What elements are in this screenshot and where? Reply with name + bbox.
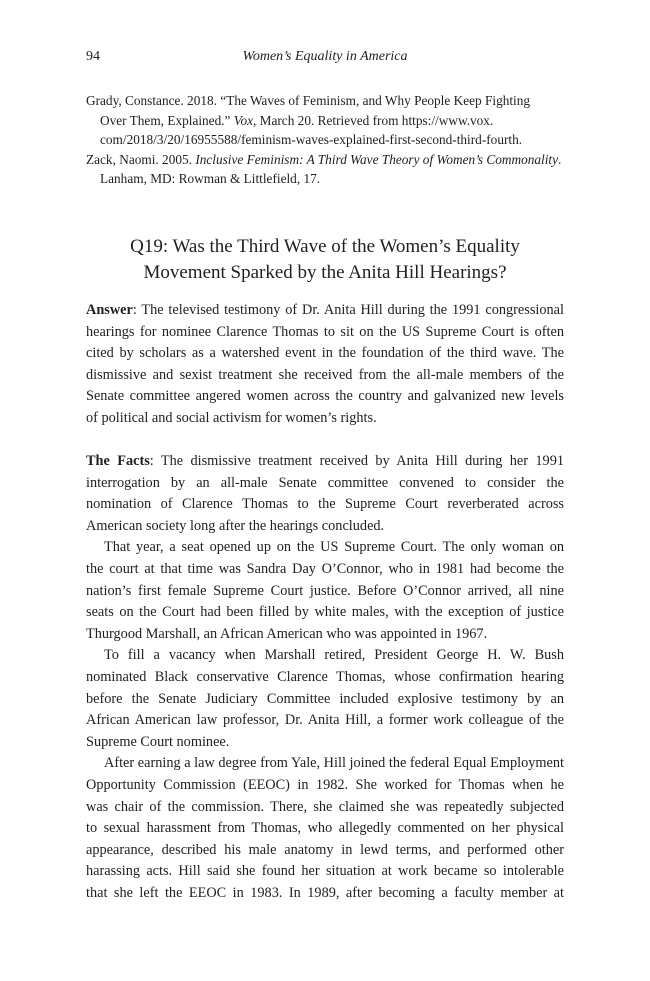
label-separator: :	[132, 302, 142, 318]
reference-grady-line-3: com/2018/3/20/16955588/feminism-waves-explained-first-second-third-fourth.	[100, 132, 523, 147]
paragraph-line: Supreme Court nominee.	[86, 733, 230, 750]
answer-line: Senate committee angered women across the country and galvanized new levels	[86, 388, 564, 405]
facts-line: nomination of Clarence Thomas to the Supreme Court reverberated across	[86, 496, 564, 513]
paragraph-line: Opportunity Commission (EEOC) in 1982. She worked for Thomas when he	[86, 776, 564, 793]
paragraph-line: To fill a vacancy when Marshall retired, President George H. W. Bush	[104, 647, 564, 664]
paragraph-line: seats on the Court had been filled by white males, with the exception of justice	[86, 604, 564, 621]
facts-label: The Facts	[86, 453, 150, 469]
paragraph-line: After earning a law degree from Yale, Hill joined the federal Equal Employment	[104, 755, 564, 772]
answer-line: of political and social activism for women’s rights.	[86, 409, 377, 426]
paragraph-line: the court at that time was Sandra Day O’Connor, who in 1981 had become the	[86, 560, 564, 577]
paragraph-line: That year, a seat opened up on the US Supreme Court. The only woman on	[104, 539, 564, 556]
reference-source-title: Vox	[233, 112, 253, 128]
paragraph-line: African American law professor, Dr. Anita Hill, a former work colleague of the	[86, 712, 564, 729]
paragraph-line: to sexual harassment from Thomas, who allegedly commented on her physical	[86, 820, 564, 837]
page-header	[86, 49, 564, 69]
paragraph-line: nation’s first female Supreme Court justice. Before O’Connor arrived, all nine	[86, 582, 564, 599]
label-separator: :	[149, 453, 161, 469]
running-title: Women’s Equality in America	[242, 49, 408, 64]
answer-line: dismissive and sexist treatment she received from the all-male members of the	[86, 366, 564, 383]
reference-zack-line-2: Lanham, MD: Rowman & Littlefield, 17.	[100, 171, 321, 186]
question-heading	[86, 234, 564, 286]
reference-grady-line-2	[86, 111, 564, 131]
reference-book-title: Inclusive Feminism: A Third Wave Theory of Women’s Commonality	[195, 151, 558, 167]
paragraph-line: appearance, described his male anatomy in lewd terms, and performed other	[86, 841, 564, 858]
question-heading-line-2: Movement Sparked by the Anita Hill Hearings?	[143, 262, 507, 283]
paragraph-line: before the Senate Judiciary Committee included explosive testimony by an	[86, 690, 564, 707]
answer-line: hearings for nominee Clarence Thomas to sit on the US Supreme Court is often	[86, 323, 564, 340]
facts-section	[86, 451, 564, 904]
facts-line: interrogation by an all-male Senate committee convened to consider the	[86, 474, 564, 491]
paragraph-line: that she left the EEOC in 1983. In 1989, after becoming a faculty member at	[86, 884, 564, 901]
reference-text: Over Them, Explained.”	[100, 112, 234, 128]
question-heading-line-1: Q19: Was the Third Wave of the Women’s Equality	[130, 236, 520, 257]
reference-grady-line-1: Grady, Constance. 2018. “The Waves of Feminism, and Why People Keep Fighting	[86, 93, 531, 108]
facts-line: American society long after the hearings concluded.	[86, 517, 385, 534]
reference-text: Zack, Naomi. 2005.	[86, 151, 196, 167]
answer-line	[86, 300, 564, 322]
paragraph-line: harassing acts. Hill said she found her situation at work became so intolerable	[86, 863, 564, 880]
answer-line: cited by scholars as a watershed event in the foundation of the third wave. The	[86, 345, 564, 362]
facts-text: The dismissive treatment received by Anita Hill during her 1991	[160, 453, 565, 469]
reference-zack-line-1	[86, 150, 564, 170]
page-number: 94	[86, 49, 100, 64]
reference-text: , March 20. Retrieved from https://www.vox.	[253, 112, 494, 128]
facts-line	[86, 451, 564, 473]
answer-text: The televised testimony of Dr. Anita Hill during the 1991 congressional	[141, 302, 564, 318]
answer-label: Answer	[86, 302, 133, 318]
reference-text: .	[558, 151, 562, 167]
answer-section	[86, 300, 564, 430]
paragraph-line: nominated Black conservative Clarence Thomas, whose confirmation hearing	[86, 668, 564, 685]
paragraph-line: Thurgood Marshall, an African American who was appointed in 1967.	[86, 625, 488, 642]
paragraph-line: was chair of the commission. There, she claimed she was repeatedly subjected	[86, 798, 564, 815]
reference-list	[86, 91, 564, 189]
